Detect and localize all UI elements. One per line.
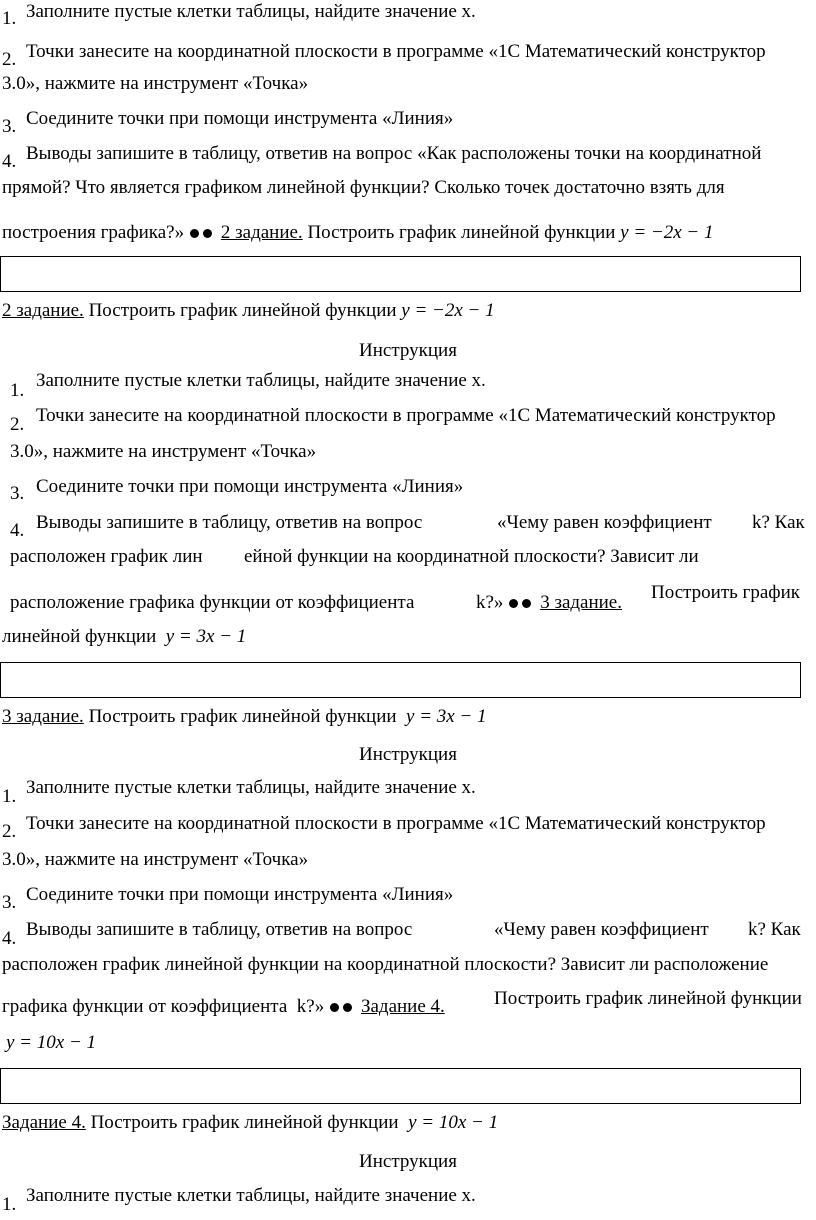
task-text: Построить график линейной функции bbox=[90, 1112, 399, 1133]
task-label: 3 задание. bbox=[2, 706, 84, 727]
step-number: 1. bbox=[10, 380, 25, 401]
task-text-inline: Построить график линейной функции bbox=[494, 988, 802, 1009]
step-text: Заполните пустые клетки таблицы, найдите значение x. bbox=[26, 1185, 476, 1206]
instruction-title: Инструкция bbox=[359, 1151, 457, 1172]
task-label-inline: 2 задание. bbox=[220, 222, 303, 243]
instruction-title: Инструкция bbox=[359, 744, 457, 765]
step-text-cont bbox=[476, 593, 622, 612]
task-label-inline: 3 задание. bbox=[540, 592, 622, 613]
step-text: k? Как bbox=[752, 512, 805, 533]
formula: y = 3x − 1 bbox=[406, 706, 487, 727]
task-text: Построить график линейной функции bbox=[88, 300, 397, 321]
step-text-cont: графика функции от коэффициента bbox=[2, 996, 288, 1017]
step-text-cont: 3.0», нажмите на инструмент «Точка» bbox=[2, 849, 309, 870]
task-heading bbox=[2, 1113, 498, 1132]
step-text-cont: расположен график лин bbox=[10, 546, 203, 567]
task-text-inline: Построить график bbox=[651, 582, 800, 603]
step-text: Точки занесите на координатной плоскости в программе «1С Математический конструктор bbox=[36, 405, 776, 426]
step-number: 2. bbox=[10, 414, 25, 435]
step-text-cont: расположение графика функции от коэффициента bbox=[10, 592, 415, 613]
step-text-cont2: построения графика?» bbox=[2, 222, 185, 243]
formula: y = 10x − 1 bbox=[408, 1112, 499, 1133]
step-text-cont bbox=[2, 223, 714, 242]
step-text-cont: k?» bbox=[296, 996, 325, 1017]
task-text-inline: Построить график линейной функции bbox=[307, 222, 616, 243]
step-number: 1. bbox=[2, 786, 17, 807]
step-text-cont bbox=[2, 997, 445, 1016]
bullet-icon bbox=[343, 1003, 352, 1012]
step-text: Соедините точки при помощи инструмента «Линия» bbox=[26, 108, 454, 129]
step-text: Соедините точки при помощи инструмента «Линия» bbox=[26, 884, 454, 905]
step-text: Заполните пустые клетки таблицы, найдите значение x. bbox=[26, 777, 476, 798]
task-heading bbox=[2, 301, 495, 320]
answer-box[interactable] bbox=[0, 662, 801, 698]
step-text-cont: 3.0», нажмите на инструмент «Точка» bbox=[2, 73, 309, 94]
step-text: Заполните пустые клетки таблицы, найдите значение x. bbox=[26, 1, 476, 22]
step-number: 2. bbox=[2, 49, 17, 70]
step-number: 1. bbox=[2, 1194, 17, 1215]
step-text: «Чему равен коэффициент bbox=[497, 512, 712, 533]
bullet-icon bbox=[522, 599, 531, 608]
step-text: Соедините точки при помощи инструмента «Линия» bbox=[36, 476, 464, 497]
step-text-cont: расположен график линейной функции на координатной плоскости? Зависит ли расположение bbox=[2, 954, 769, 975]
task-label: Задание 4. bbox=[2, 1112, 86, 1133]
step-number: 4. bbox=[2, 928, 17, 949]
step-text-cont: прямой? Что является графиком линейной функции? Сколько точек достаточно взять для bbox=[2, 177, 725, 198]
step-number: 4. bbox=[2, 151, 17, 172]
bullet-icon bbox=[330, 1003, 339, 1012]
step-text: Выводы запишите в таблицу, ответив на вопрос bbox=[36, 512, 423, 533]
formula: y = 3x − 1 bbox=[165, 626, 247, 647]
step-text-cont: 3.0», нажмите на инструмент «Точка» bbox=[10, 441, 317, 462]
step-text: Выводы запишите в таблицу, ответив на вопрос «Как расположены точки на координатной bbox=[26, 143, 762, 164]
answer-box[interactable] bbox=[0, 1068, 801, 1104]
task-label: 2 задание. bbox=[2, 300, 84, 321]
step-text: Точки занесите на координатной плоскости в программе «1С Математический конструктор bbox=[26, 41, 766, 62]
task-label-inline: Задание 4. bbox=[360, 996, 445, 1017]
step-text: Выводы запишите в таблицу, ответив на вопрос bbox=[26, 919, 413, 940]
step-number: 2. bbox=[2, 821, 17, 842]
step-number: 3. bbox=[2, 892, 17, 913]
step-number: 3. bbox=[10, 483, 25, 504]
step-text: Заполните пустые клетки таблицы, найдите значение x. bbox=[36, 370, 486, 391]
bullet-icon bbox=[190, 229, 199, 238]
task-text-inline bbox=[2, 627, 246, 646]
step-number: 3. bbox=[2, 116, 17, 137]
step-number: 1. bbox=[2, 8, 17, 29]
step-text: Точки занесите на координатной плоскости в программе «1С Математический конструктор bbox=[26, 813, 766, 834]
step-text-cont: ейной функции на координатной плоскости? Зависит ли bbox=[244, 546, 699, 567]
answer-box[interactable] bbox=[0, 256, 801, 292]
task-text-inline: линейной функции bbox=[2, 626, 157, 647]
bullet-icon bbox=[203, 229, 212, 238]
formula: y = −2x − 1 bbox=[401, 300, 495, 321]
task-text: Построить график линейной функции bbox=[88, 706, 397, 727]
step-text: k? Как bbox=[748, 919, 801, 940]
step-text-cont: k?» bbox=[476, 592, 504, 613]
formula: y = 10x − 1 bbox=[6, 1032, 97, 1053]
step-number: 4. bbox=[10, 520, 25, 541]
step-text: «Чему равен коэффициент bbox=[494, 919, 709, 940]
formula: y = −2x − 1 bbox=[620, 222, 714, 243]
task-heading bbox=[2, 707, 487, 726]
bullet-icon bbox=[509, 599, 518, 608]
instruction-title: Инструкция bbox=[359, 340, 457, 361]
